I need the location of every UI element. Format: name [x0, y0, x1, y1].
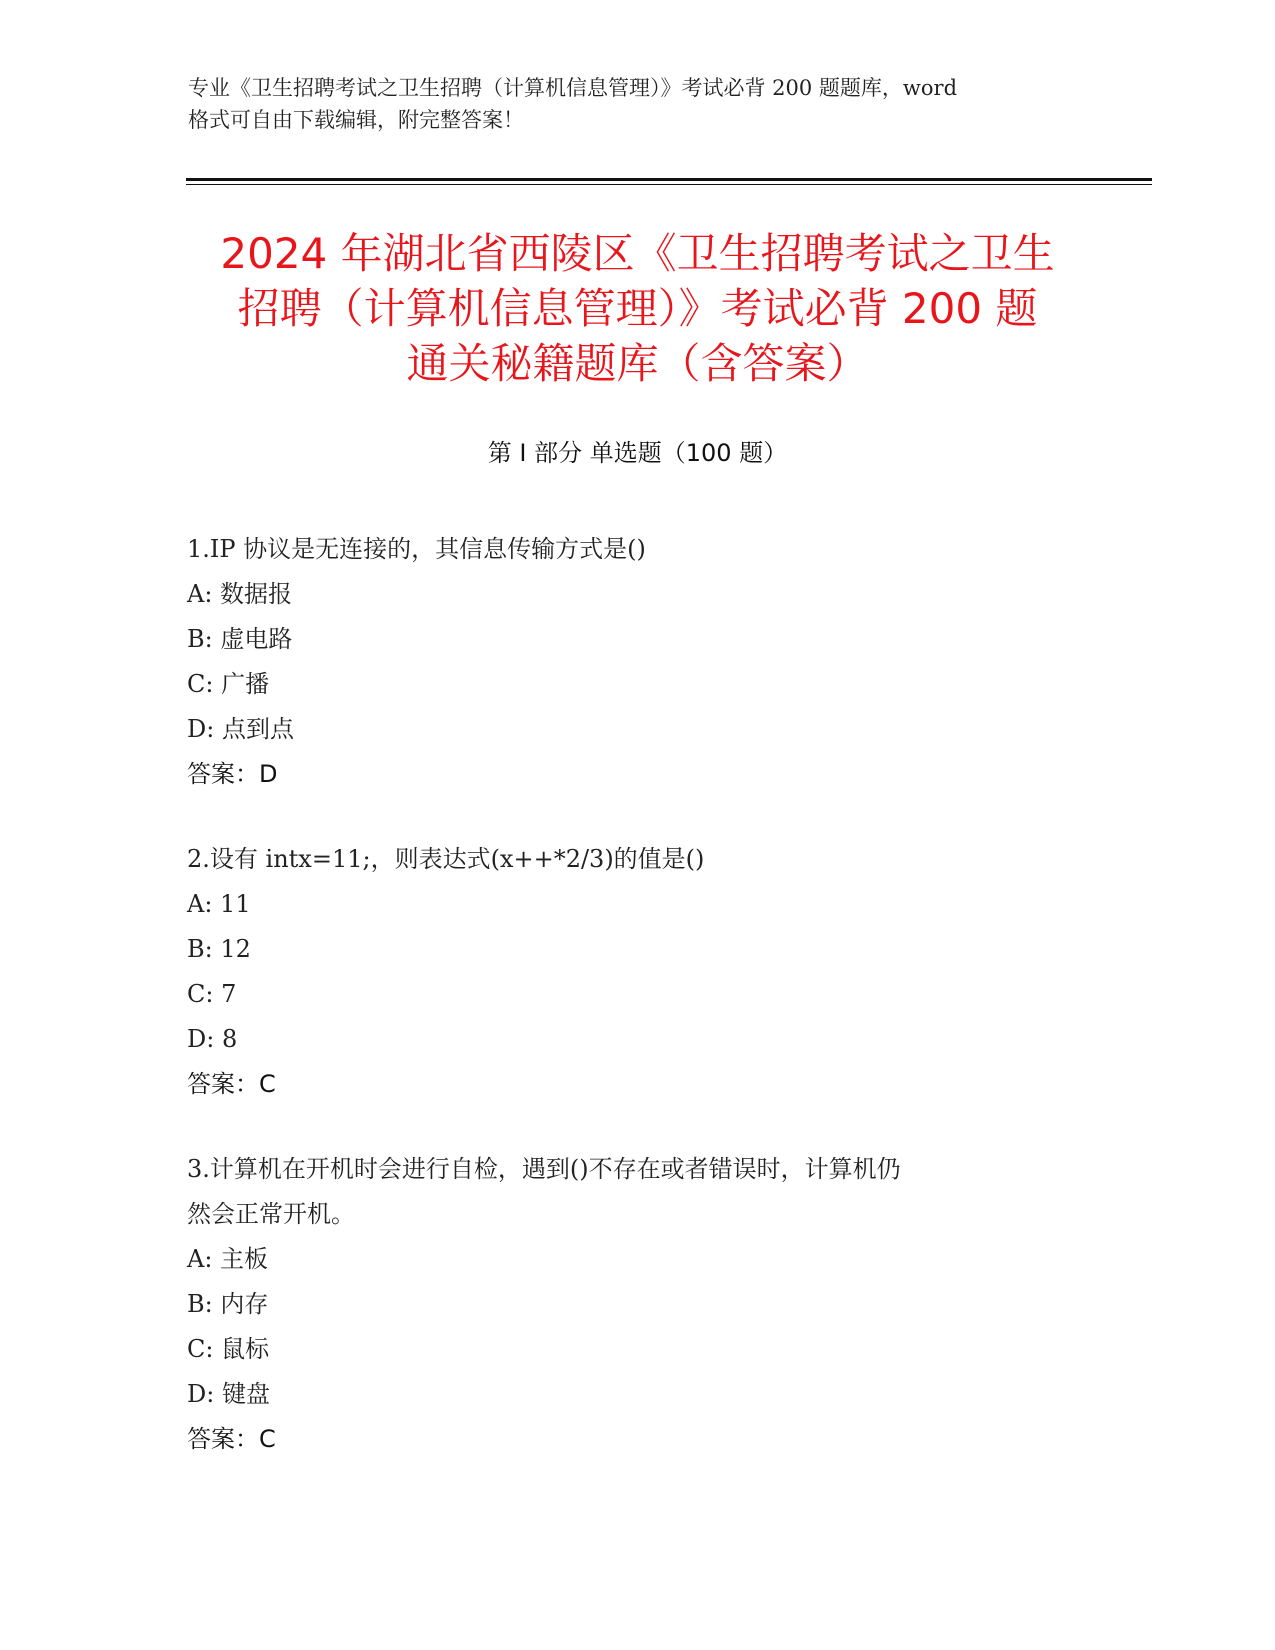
document-title-line-2: 招聘（计算机信息管理）》考试必背 200 题 [237, 284, 1038, 333]
question-item [187, 527, 1087, 797]
question-stem: 2.设有 intx=11;，则表达式(x++*2/3)的值是() [187, 845, 705, 873]
answer-line: 答案：C [187, 1425, 276, 1453]
question-stem: 3.计算机在开机时会进行自检，遇到()不存在或者错误时，计算机仍 [187, 1155, 901, 1183]
answer-line: 答案：C [187, 1070, 276, 1098]
option-c: C: 鼠标 [187, 1335, 270, 1363]
document-title-line-1: 2024 年湖北省西陵区《卫生招聘考试之卫生 [220, 229, 1055, 278]
document-title [150, 226, 1125, 391]
option-b: B: 虚电路 [187, 625, 293, 653]
option-d: D: 键盘 [187, 1380, 270, 1408]
option-a: A: 数据报 [187, 580, 293, 608]
document-title-line-3: 通关秘籍题库（含答案） [406, 339, 869, 388]
option-d: D: 点到点 [187, 715, 294, 743]
header-note [188, 72, 1088, 136]
header-note-line-2: 格式可自由下载编辑，附完整答案！ [188, 108, 524, 132]
answer-line: 答案：D [187, 760, 278, 788]
option-a: A: 11 [187, 890, 251, 918]
question-stem: 1.IP 协议是无连接的，其信息传输方式是() [187, 535, 646, 563]
question-item [187, 837, 1087, 1107]
question-list [187, 527, 1087, 1502]
question-stem-continuation: 然会正常开机。 [187, 1200, 355, 1228]
option-d: D: 8 [187, 1025, 238, 1053]
header-divider-thin [186, 184, 1152, 185]
option-c: C: 广播 [187, 670, 270, 698]
option-b: B: 内存 [187, 1290, 269, 1318]
section-heading: 第 I 部分 单选题（100 题） [487, 439, 788, 467]
question-item [187, 1147, 1087, 1462]
header-divider-thick [186, 178, 1152, 181]
option-c: C: 7 [187, 980, 237, 1008]
option-b: B: 12 [187, 935, 251, 963]
option-a: A: 主板 [187, 1245, 269, 1273]
header-note-line-1: 专业《卫生招聘考试之卫生招聘（计算机信息管理）》考试必背 200 题题库，word [188, 76, 958, 100]
